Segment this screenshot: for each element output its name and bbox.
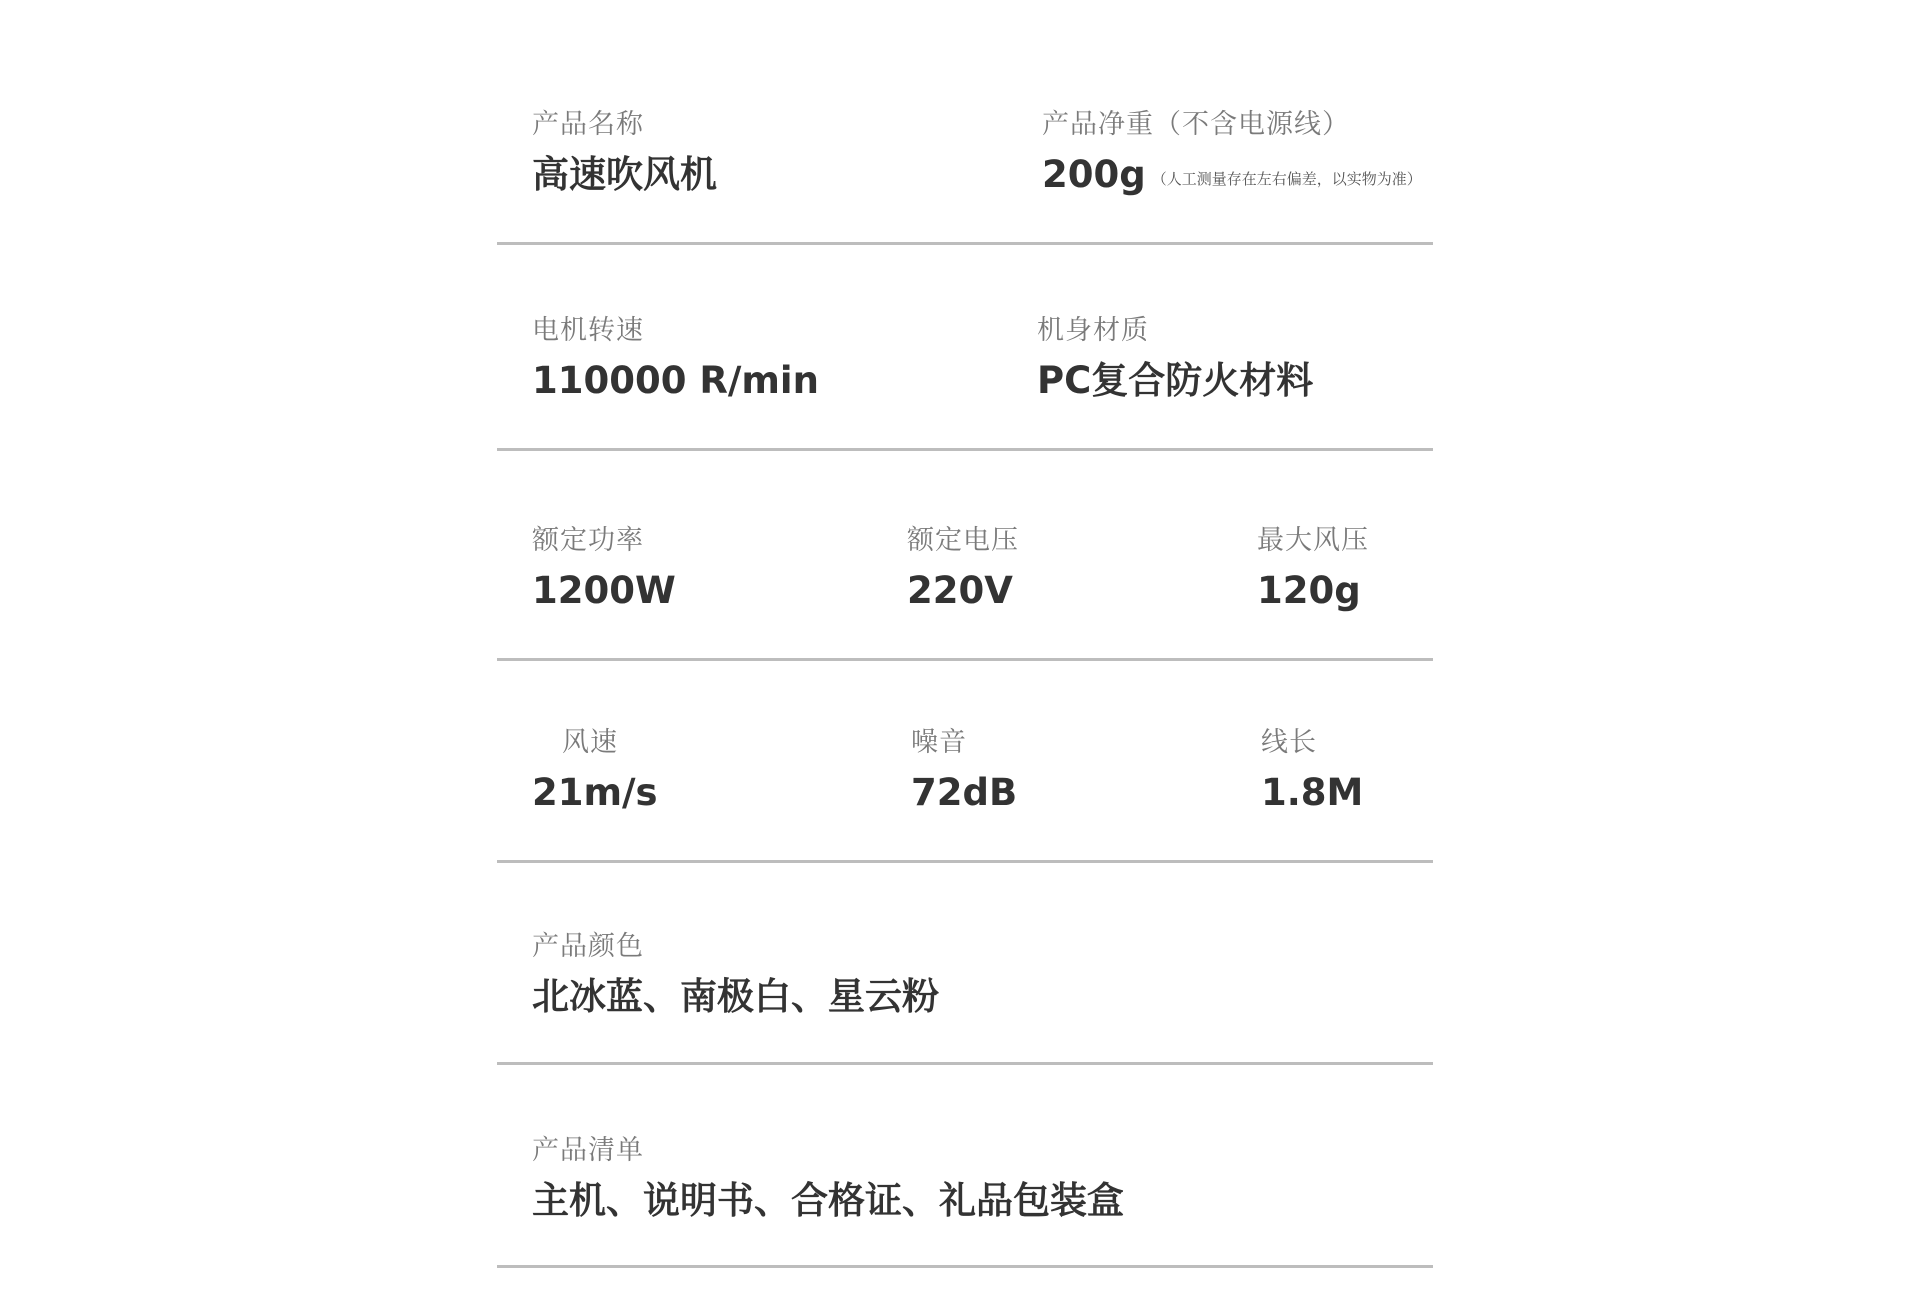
spec-rated-voltage [907, 524, 1019, 614]
spec-value: 主机、说明书、合格证、礼品包装盒 [532, 1179, 1124, 1222]
spec-value: 北冰蓝、南极白、星云粉 [532, 975, 939, 1018]
spec-package-list [532, 1134, 1124, 1224]
spec-label: 产品清单 [532, 1135, 644, 1166]
spec-label: 产品名称 [532, 109, 644, 140]
spec-noise [911, 726, 1017, 816]
spec-value: PC复合防火材料 [1037, 359, 1314, 402]
spec-label: 电机转速 [532, 315, 644, 346]
row-divider [497, 1062, 1433, 1065]
spec-value [1042, 152, 1422, 202]
spec-value: 21m/s [532, 771, 658, 814]
spec-net-weight [1042, 108, 1422, 202]
net-weight-note: （人工测量存在左右偏差，以实物为准） [1151, 170, 1422, 188]
spec-label: 机身材质 [1037, 315, 1149, 346]
spec-value: 1.8M [1261, 771, 1364, 814]
spec-wind-speed [532, 726, 658, 816]
spec-rated-power [532, 524, 676, 614]
spec-value: 220V [907, 569, 1013, 612]
spec-label: 产品净重（不含电源线） [1042, 109, 1350, 140]
row-divider [497, 242, 1433, 245]
spec-body-material [1037, 314, 1313, 404]
net-weight-value: 200g [1042, 153, 1146, 196]
spec-label: 最大风压 [1257, 525, 1369, 556]
spec-max-pressure [1257, 524, 1369, 614]
row-divider [497, 860, 1433, 863]
row-divider [497, 448, 1433, 451]
spec-label: 风速 [562, 727, 618, 758]
spec-value: 120g [1257, 569, 1361, 612]
row-divider [497, 658, 1433, 661]
spec-label: 线长 [1261, 727, 1317, 758]
spec-value: 72dB [911, 771, 1018, 814]
row-divider [497, 1265, 1433, 1268]
spec-value: 110000 R/min [532, 359, 819, 402]
spec-cord-length [1261, 726, 1363, 816]
spec-motor-speed [532, 314, 819, 404]
spec-value: 1200W [532, 569, 676, 612]
spec-product-name [532, 108, 717, 198]
spec-value: 高速吹风机 [532, 153, 717, 196]
spec-product-colors [532, 930, 939, 1020]
spec-label: 噪音 [911, 727, 967, 758]
spec-label: 额定功率 [532, 525, 644, 556]
spec-label: 产品颜色 [532, 931, 644, 962]
spec-label: 额定电压 [907, 525, 1019, 556]
